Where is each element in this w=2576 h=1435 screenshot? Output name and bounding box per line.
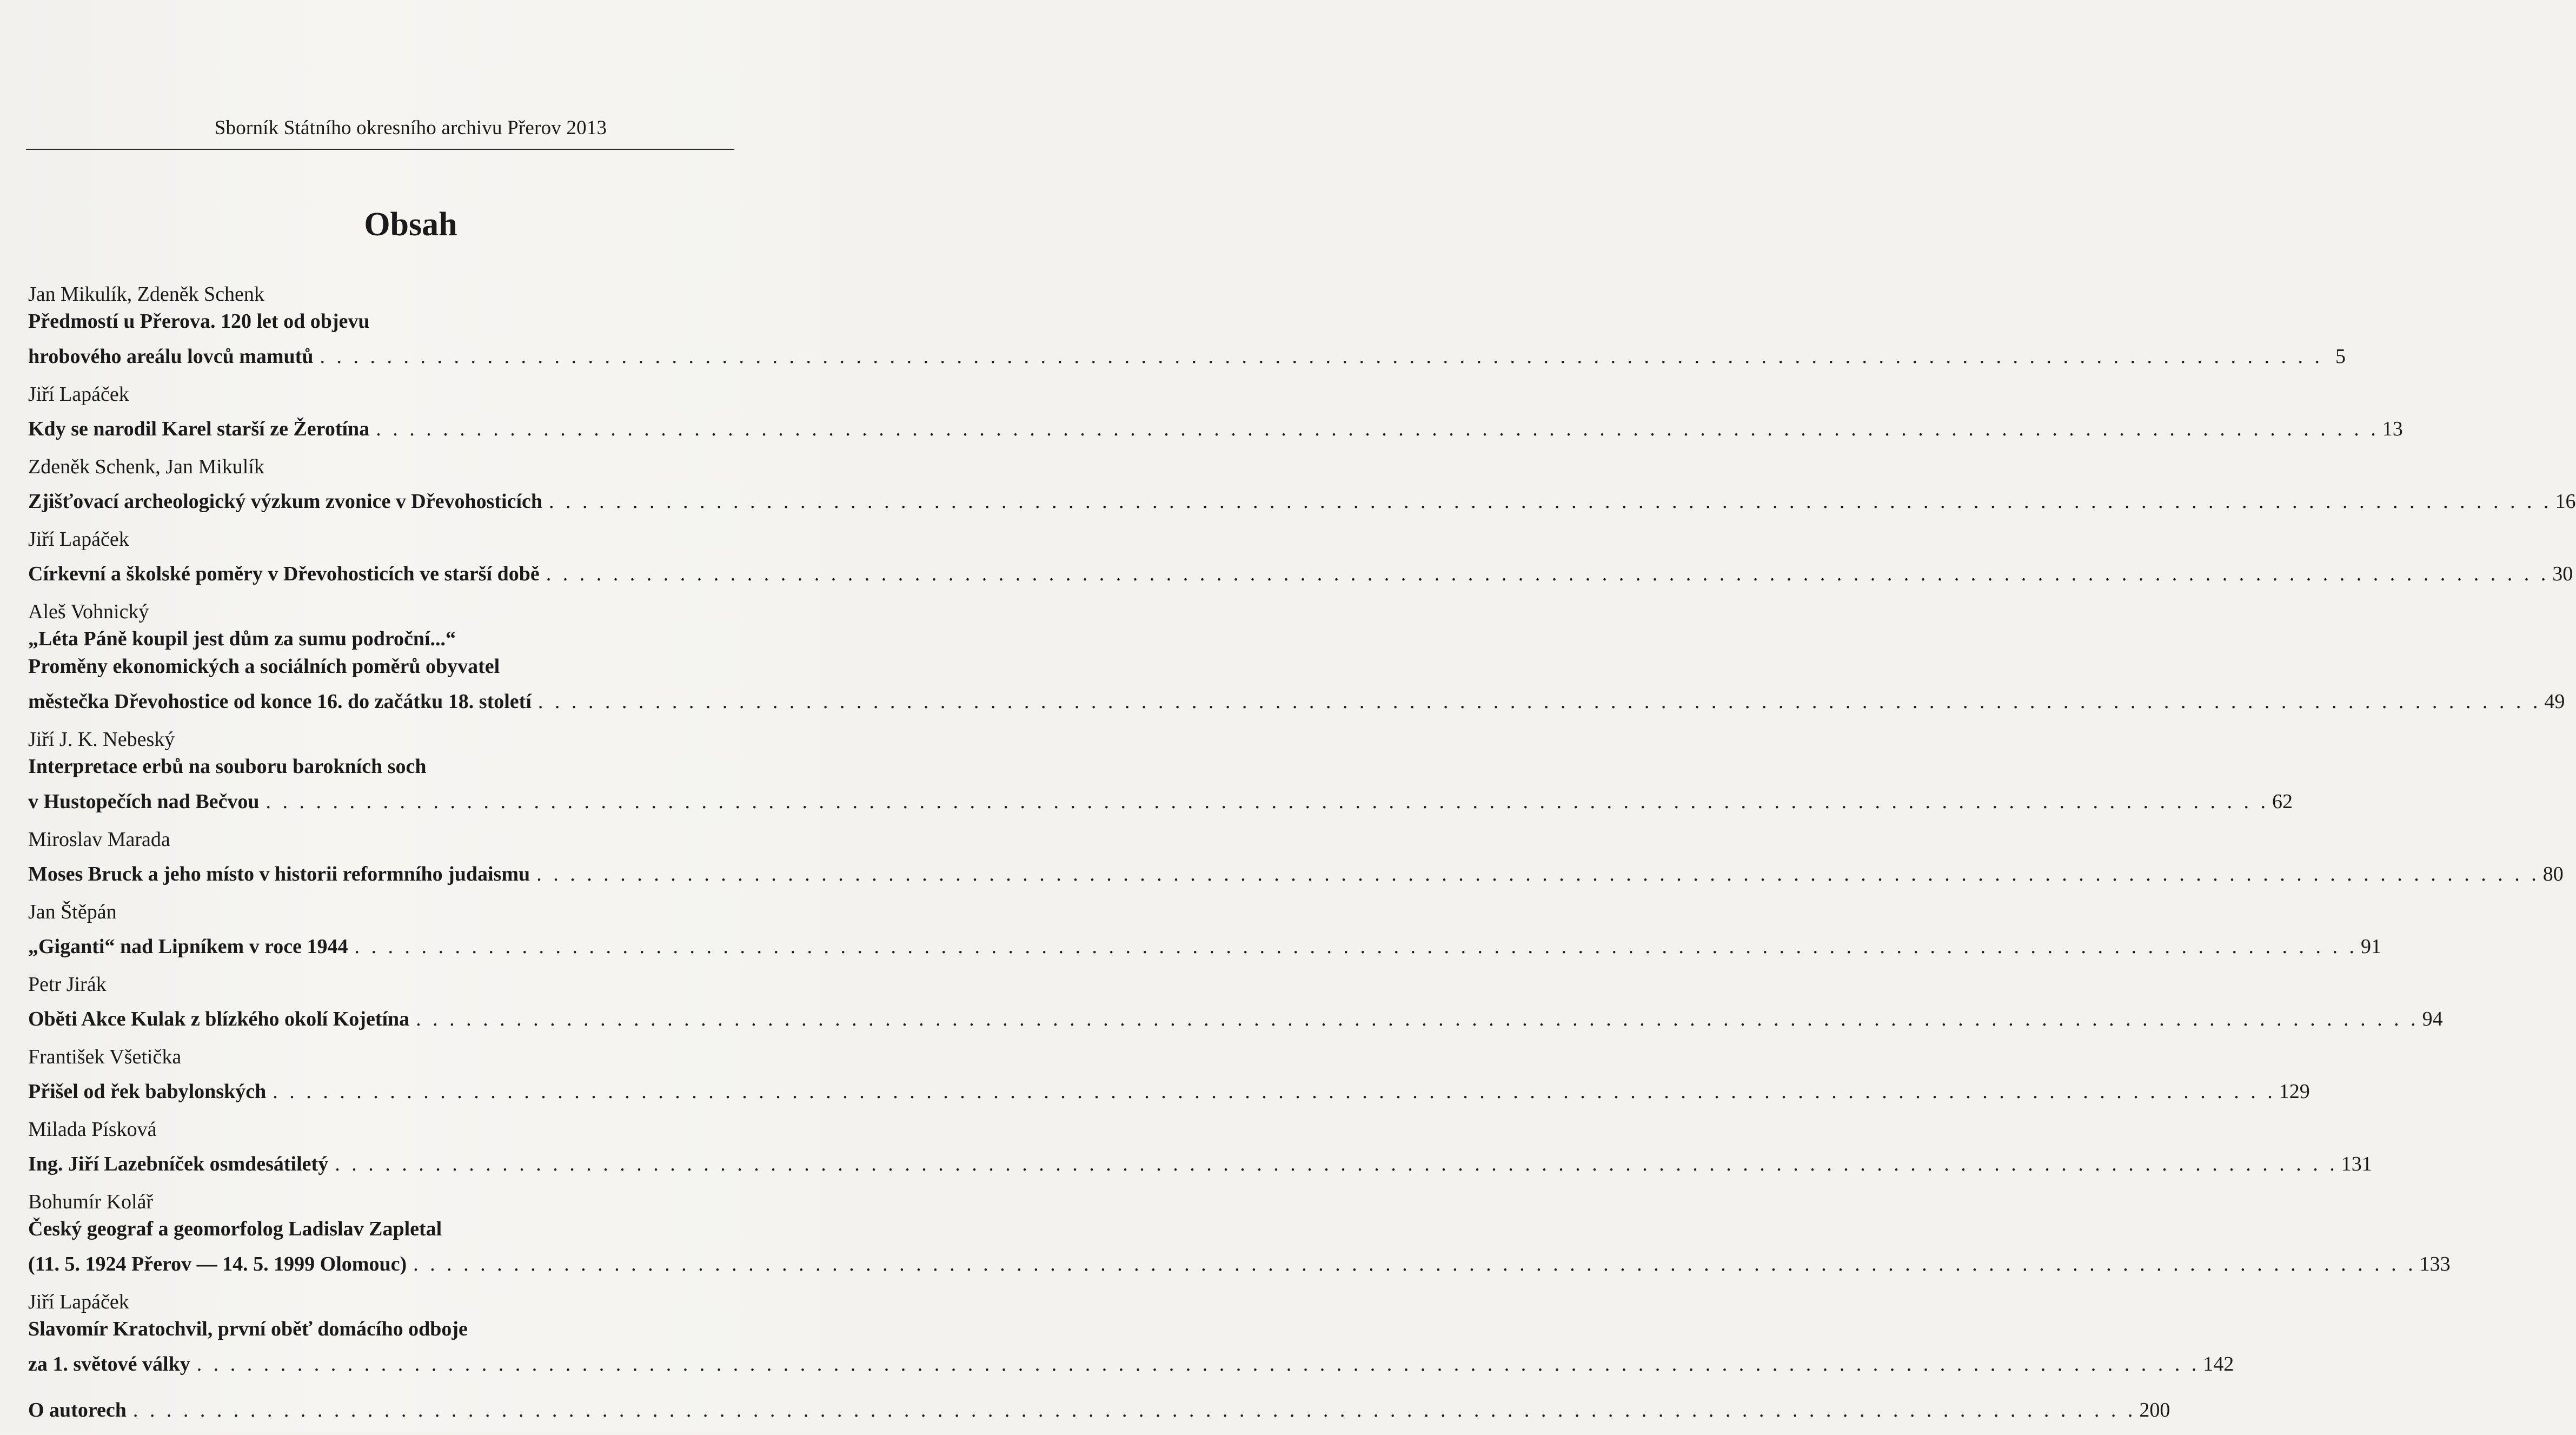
leader-dots: . . . . . . . . . . . . . . . . . . . . . . . . . . . . . . . . . . . . . . . . . . . . . . . . . . . . . . . . . . . . . . . . . . . . . . . . . . . . . . . . . . . . . . . . . . . . . . . . . . . . . . . . . . . . . . . . . . . . . . . . (416, 1008, 2419, 1030)
toc-title-line (28, 1389, 2170, 1424)
toc-title-text: Církevní a školské poměry v Dřevohosticích ve starší době (28, 563, 540, 585)
toc-title-line: Proměny ekonomických a sociálních poměrů obyvatel (28, 655, 500, 678)
toc-title-text: v Hustopečích nad Bečvou (28, 790, 260, 813)
toc-title-text: Zjišťovací archeologický výzkum zvonice v Dřevohosticích (28, 490, 543, 513)
leader-dots: . . . . . . . . . . . . . . . . . . . . . . . . . . . . . . . . . . . . . . . . . . . . . . . . . . . . . . . . . . . . . . . . . . . . . . . . . . . . . . . . . . . . . . . . . . . . . . . . . . . . . . . . . . . . . . . . . . . . . . . . (537, 690, 2541, 713)
leader-dots: . . . . . . . . . . . . . . . . . . . . . . . . . . . . . . . . . . . . . . . . . . . . . . . . . . . . . . . . . . . . . . . . . . . . . . . . . . . . . . . . . . . . . . . . . . . . . . . . . . . . . . . . . . . . . . . . . . . . . . . . (265, 790, 2269, 813)
leader-dots: . . . . . . . . . . . . . . . . . . . . . . . . . . . . . . . . . . . . . . . . . . . . . . . . . . . . . . . . . . . . . . . . . . . . . . . . . . . . . . . . . . . . . . . . . . . . . . . . . . . . . . . . . . . . . . . . . . . . . . . . (320, 345, 2323, 368)
toc-page-number: 80 (2542, 863, 2564, 885)
toc-title-line (28, 925, 2382, 961)
toc-page-number: 16 (2555, 490, 2576, 513)
toc-author: František Všetička (28, 1046, 182, 1068)
toc-author: Jiří Lapáček (28, 1291, 129, 1313)
toc-author: Aleš Vohnický (28, 600, 149, 623)
toc-title-text: Moses Bruck a jeho místo v historii reformního judaismu (28, 863, 530, 885)
leader-dots: . . . . . . . . . . . . . . . . . . . . . . . . . . . . . . . . . . . . . . . . . . . . . . . . . . . . . . . . . . . . . . . . . . . . . . . . . . . . . . . . . . . . . . . . . . . . . . . . . . . . . . . . . . . . . . . . . . . . . . . . (546, 563, 2550, 585)
toc-entry (28, 526, 2573, 588)
toc-title-line (28, 998, 2443, 1033)
toc-author: Miroslav Marada (28, 828, 170, 851)
toc-title-line (28, 1070, 2310, 1106)
toc-author: Jiří Lapáček (28, 383, 129, 406)
toc-entry (28, 899, 2382, 961)
toc-title-line: Český geograf a geomorfolog Ladislav Zapletal (28, 1218, 442, 1240)
toc-title-line: Slavomír Kratochvil, první oběť domácího odboje (28, 1318, 468, 1340)
toc-page-number: 5 (2335, 345, 2346, 368)
toc-title-text: Oběti Akce Kulak z blízkého okolí Kojetína (28, 1008, 410, 1030)
toc-entry (28, 1116, 2372, 1178)
toc-entry (28, 281, 2346, 371)
toc-title-text: hrobového areálu lovců mamutů (28, 345, 314, 368)
toc-author: Jiří J. K. Nebeský (28, 728, 175, 751)
toc-title-line (28, 1243, 2451, 1278)
toc-page-number: 129 (2279, 1080, 2310, 1103)
leader-dots: . . . . . . . . . . . . . . . . . . . . . . . . . . . . . . . . . . . . . . . . . . . . . . . . . . . . . . . . . . . . . . . . . . . . . . . . . . . . . . . . . . . . . . . . . . . . . . . . . . . . . . . . . . . . . . . . . . . . . . . . (354, 935, 2358, 958)
table-of-contents (28, 281, 2576, 1435)
toc-entry (28, 971, 2443, 1033)
toc-title-text: (11. 5. 1924 Přerov — 14. 5. 1999 Olomouc) (28, 1253, 407, 1275)
toc-title-text: Přišel od řek babylonských (28, 1080, 267, 1103)
toc-title-text: O autorech (28, 1399, 127, 1421)
toc-title-line (28, 408, 2403, 443)
toc-page-number: 62 (2272, 790, 2293, 813)
running-header: Sborník Státního okresního archivu Přerov 2013 (214, 117, 607, 139)
toc-entry (28, 381, 2403, 443)
toc-entry (28, 454, 2576, 515)
toc-title-line: Interpretace erbů na souboru barokních soch (28, 755, 427, 778)
toc-author: Zdeněk Schenk, Jan Mikulík (28, 455, 264, 478)
leader-dots: . . . . . . . . . . . . . . . . . . . . . . . . . . . . . . . . . . . . . . . . . . . . . . . . . . . . . . . . . . . . . . . . . . . . . . . . . . . . . . . . . . . . . . . . . . . . . . . . . . . . . . . . . . . . . . . . . . . . . . . . (376, 418, 2379, 440)
toc-author: Jiří Lapáček (28, 528, 129, 551)
toc-entry (28, 1044, 2310, 1106)
leader-dots: . . . . . . . . . . . . . . . . . . . . . . . . . . . . . . . . . . . . . . . . . . . . . . . . . . . . . . . . . . . . . . . . . . . . . . . . . . . . . . . . . . . . . . . . . . . . . . . . . . . . . . . . . . . . . . . . . . . . . . . . (335, 1153, 2338, 1175)
leader-dots: . . . . . . . . . . . . . . . . . . . . . . . . . . . . . . . . . . . . . . . . . . . . . . . . . . . . . . . . . . . . . . . . . . . . . . . . . . . . . . . . . . . . . . . . . . . . . . . . . . . . . . . . . . . . . . . . . . . . . . . . (536, 863, 2540, 885)
toc-title-line (28, 480, 2576, 515)
toc-title-line (28, 1143, 2372, 1178)
leader-dots: . . . . . . . . . . . . . . . . . . . . . . . . . . . . . . . . . . . . . . . . . . . . . . . . . . . . . . . . . . . . . . . . . . . . . . . . . . . . . . . . . . . . . . . . . . . . . . . . . . . . . . . . . . . . . . . . . . . . . . . . (273, 1080, 2276, 1103)
toc-entry (28, 1289, 2234, 1378)
toc-title-text: za 1. světové války (28, 1353, 190, 1376)
toc-title-text: Ing. Jiří Lazebníček osmdesátiletý (28, 1153, 329, 1175)
leader-dots: . . . . . . . . . . . . . . . . . . . . . . . . . . . . . . . . . . . . . . . . . . . . . . . . . . . . . . . . . . . . . . . . . . . . . . . . . . . . . . . . . . . . . . . . . . . . . . . . . . . . . . . . . . . . . . . . . . . . . . . . (413, 1253, 2416, 1275)
toc-page-number: 13 (2382, 418, 2403, 440)
toc-title-line (28, 335, 2346, 371)
toc-title-line (28, 1343, 2234, 1378)
leader-dots: . . . . . . . . . . . . . . . . . . . . . . . . . . . . . . . . . . . . . . . . . . . . . . . . . . . . . . . . . . . . . . . . . . . . . . . . . . . . . . . . . . . . . . . . . . . . . . . . . . . . . . . . . . . . . . . . . . . . . . . . (549, 490, 2552, 513)
toc-title-line (28, 853, 2564, 888)
toc-page-number: 133 (2419, 1253, 2451, 1275)
toc-entry (28, 1389, 2170, 1424)
toc-entry (28, 1189, 2451, 1278)
toc-page-number: 131 (2341, 1153, 2372, 1175)
toc-author: Jan Štěpán (28, 901, 117, 923)
toc-page-number: 49 (2544, 690, 2565, 713)
toc-entry (28, 599, 2565, 716)
toc-author: Milada Písková (28, 1118, 157, 1141)
toc-page-number: 94 (2422, 1008, 2443, 1030)
toc-title-line (28, 680, 2565, 716)
toc-title-text: městečka Dřevohostice od konce 16. do začátku 18. století (28, 690, 532, 713)
leader-dots: . . . . . . . . . . . . . . . . . . . . . . . . . . . . . . . . . . . . . . . . . . . . . . . . . . . . . . . . . . . . . . . . . . . . . . . . . . . . . . . . . . . . . . . . . . . . . . . . . . . . . . . . . . . . . . . . . . . . . . . . (196, 1353, 2200, 1376)
toc-title-text: „Giganti“ nad Lipníkem v roce 1944 (28, 935, 348, 958)
header-rule (26, 149, 734, 150)
toc-page-number: 142 (2203, 1353, 2234, 1376)
toc-entry (28, 826, 2564, 888)
toc-title-line: Předmostí u Přerova. 120 let od objevu (28, 310, 370, 333)
toc-author: Jan Mikulík, Zdeněk Schenk (28, 283, 264, 306)
toc-author: Bohumír Kolář (28, 1191, 154, 1213)
toc-author: Petr Jirák (28, 973, 107, 996)
toc-title-line (28, 553, 2573, 588)
toc-page-number: 30 (2552, 563, 2573, 585)
leader-dots: . . . . . . . . . . . . . . . . . . . . . . . . . . . . . . . . . . . . . . . . . . . . . . . . . . . . . . . . . . . . . . . . . . . . . . . . . . . . . . . . . . . . . . . . . . . . . . . . . . . . . . . . . . . . . . . . . . . . . . . . (132, 1399, 2136, 1421)
toc-page-number: 91 (2361, 935, 2382, 958)
toc-title-line (28, 781, 2293, 816)
toc-title-text: Kdy se narodil Karel starší ze Žerotína (28, 418, 370, 440)
toc-entry (28, 726, 2293, 816)
toc-title-line: „Léta Páně koupil jest dům za sumu področní...“ (28, 627, 456, 650)
page-title: Obsah (364, 206, 457, 243)
toc-page-number: 200 (2139, 1399, 2170, 1421)
